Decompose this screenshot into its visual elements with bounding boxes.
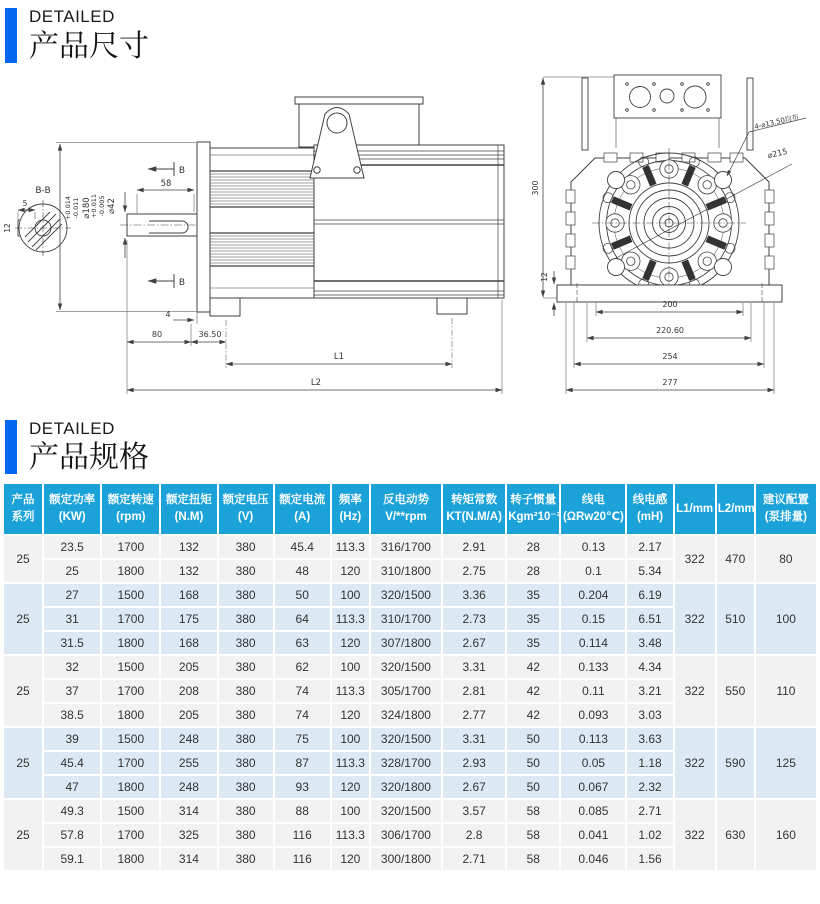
dia42-label: ⌀42 bbox=[107, 197, 117, 214]
spec-cell: 380 bbox=[219, 632, 273, 654]
spec-cell: 100 bbox=[332, 800, 369, 822]
column-header-9: 转矩常数 KT(N.M/A) bbox=[443, 484, 505, 534]
motor-foot-rear bbox=[437, 298, 467, 314]
section-titles bbox=[29, 420, 149, 475]
dim-12-front-label: 12 bbox=[540, 271, 549, 282]
spec-cell: 64 bbox=[275, 608, 330, 630]
spec-cell: 306/1700 bbox=[371, 824, 441, 846]
dim-80-label: 80 bbox=[151, 329, 163, 339]
spec-cell: 2.71 bbox=[627, 800, 672, 822]
spec-cell: 380 bbox=[219, 776, 273, 798]
dia215-label: ⌀215 bbox=[766, 146, 789, 160]
spec-cell: 205 bbox=[161, 656, 216, 678]
section-title-specs: 产品规格 bbox=[29, 441, 149, 475]
motor-shaft bbox=[120, 214, 208, 236]
spec-cell: 113.3 bbox=[332, 536, 369, 558]
spec-cell: 28 bbox=[507, 560, 559, 582]
spec-cell: 3.48 bbox=[627, 632, 672, 654]
spec-cell: 0.133 bbox=[561, 656, 625, 678]
spec-cell: 1500 bbox=[102, 656, 159, 678]
column-header-6: 额定电流 (A) bbox=[275, 484, 330, 534]
spec-cell: 50 bbox=[507, 728, 559, 750]
spec-cell: 58 bbox=[507, 800, 559, 822]
pump-config-cell: 80 bbox=[756, 536, 816, 582]
dim-3650-label: 36.50 bbox=[198, 329, 222, 339]
spec-cell: 0.041 bbox=[561, 824, 625, 846]
spec-cell: 6.19 bbox=[627, 584, 672, 606]
spec-cell: 49.3 bbox=[44, 800, 100, 822]
shaft-section-detail bbox=[15, 200, 71, 256]
spec-cell: 3.63 bbox=[627, 728, 672, 750]
column-header-5: 额定电压 (V) bbox=[219, 484, 273, 534]
column-header-2: 额定功率 (KW) bbox=[44, 484, 100, 534]
section-titles bbox=[29, 8, 149, 63]
spec-cell: 1800 bbox=[102, 848, 159, 870]
spec-cell: 380 bbox=[219, 560, 273, 582]
spec-cell: 4.34 bbox=[627, 656, 672, 678]
spec-cell: 31 bbox=[44, 608, 100, 630]
l1-cell: 322 bbox=[675, 656, 715, 726]
spec-cell: 1.02 bbox=[627, 824, 672, 846]
dim-200-label: 200 bbox=[662, 299, 678, 309]
dim-4-label: 4 bbox=[165, 309, 171, 319]
l2-cell: 630 bbox=[717, 800, 754, 870]
column-header-4: 额定扭矩 (N.M) bbox=[161, 484, 216, 534]
spec-cell: 1700 bbox=[102, 536, 159, 558]
spec-cell: 205 bbox=[161, 704, 216, 726]
column-header-10: 转子惯量 Kgm²10⁻³ bbox=[507, 484, 559, 534]
spec-cell: 35 bbox=[507, 632, 559, 654]
spec-cell: 42 bbox=[507, 704, 559, 726]
spec-cell: 248 bbox=[161, 776, 216, 798]
spec-cell: 23.5 bbox=[44, 536, 100, 558]
spec-cell: 120 bbox=[332, 560, 369, 582]
series-cell: 25 bbox=[4, 536, 42, 582]
spec-cell: 2.91 bbox=[443, 536, 505, 558]
spec-cell: 0.05 bbox=[561, 752, 625, 774]
spec-table-header-row bbox=[4, 484, 816, 534]
spec-cell: 168 bbox=[161, 632, 216, 654]
series-cell: 25 bbox=[4, 728, 42, 798]
spec-cell: 1800 bbox=[102, 776, 159, 798]
spec-cell: 74 bbox=[275, 680, 330, 702]
dim-300-label: 300 bbox=[531, 180, 540, 196]
spec-cell: 1700 bbox=[102, 680, 159, 702]
dim-12-label: 12 bbox=[3, 222, 12, 233]
l2-cell: 590 bbox=[717, 728, 754, 798]
spec-cell: 314 bbox=[161, 848, 216, 870]
spec-cell: 1.56 bbox=[627, 848, 672, 870]
spec-cell: 38.5 bbox=[44, 704, 100, 726]
spec-cell: 1700 bbox=[102, 824, 159, 846]
column-header-3: 额定转速 (rpm) bbox=[102, 484, 159, 534]
spec-cell: 132 bbox=[161, 536, 216, 558]
spec-cell: 113.3 bbox=[332, 824, 369, 846]
spec-cell: 320/1500 bbox=[371, 728, 441, 750]
terminal-box bbox=[582, 75, 753, 150]
column-header-12: 线电感 (mH) bbox=[627, 484, 672, 534]
spec-table-head bbox=[4, 484, 816, 534]
spec-cell: 45.4 bbox=[44, 752, 100, 774]
spec-cell: 50 bbox=[507, 752, 559, 774]
spec-cell: 42 bbox=[507, 656, 559, 678]
spec-cell: 314 bbox=[161, 800, 216, 822]
spec-table bbox=[2, 482, 818, 872]
spec-cell: 74 bbox=[275, 704, 330, 726]
spec-cell: 175 bbox=[161, 608, 216, 630]
spec-cell: 2.81 bbox=[443, 680, 505, 702]
spec-cell: 35 bbox=[507, 608, 559, 630]
spec-cell: 320/1500 bbox=[371, 584, 441, 606]
holes-note-label: 4-⌀13.50均布 bbox=[753, 112, 800, 131]
spec-cell: 120 bbox=[332, 632, 369, 654]
spec-cell: 42 bbox=[507, 680, 559, 702]
section-view-label: B-B bbox=[35, 185, 51, 196]
spec-cell: 1800 bbox=[102, 632, 159, 654]
spec-cell: 380 bbox=[219, 536, 273, 558]
column-header-1: 产品 系列 bbox=[4, 484, 42, 534]
spec-cell: 47 bbox=[44, 776, 100, 798]
dim-277-label: 277 bbox=[662, 377, 678, 387]
spec-cell: 2.93 bbox=[443, 752, 505, 774]
pump-config-cell: 125 bbox=[756, 728, 816, 798]
spec-cell: 58 bbox=[507, 824, 559, 846]
l1-cell: 322 bbox=[675, 728, 715, 798]
spec-cell: 2.77 bbox=[443, 704, 505, 726]
spec-cell: 3.21 bbox=[627, 680, 672, 702]
technical-drawings bbox=[0, 63, 820, 410]
spec-row bbox=[4, 584, 816, 606]
spec-cell: 324/1800 bbox=[371, 704, 441, 726]
spec-cell: 39 bbox=[44, 728, 100, 750]
column-header-11: 线电 (ΩRw20℃) bbox=[561, 484, 625, 534]
spec-cell: 2.32 bbox=[627, 776, 672, 798]
section-title-dimensions: 产品尺寸 bbox=[29, 29, 149, 63]
motor-body bbox=[197, 97, 504, 316]
spec-cell: 120 bbox=[332, 776, 369, 798]
tol180-minus-label: -0.011 bbox=[72, 197, 80, 219]
dim-254-label: 254 bbox=[662, 351, 678, 361]
spec-cell: 50 bbox=[507, 776, 559, 798]
spec-cell: 113.3 bbox=[332, 752, 369, 774]
spec-cell: 3.03 bbox=[627, 704, 672, 726]
spec-cell: 316/1700 bbox=[371, 536, 441, 558]
column-header-7: 频率 (Hz) bbox=[332, 484, 369, 534]
spec-cell: 5.34 bbox=[627, 560, 672, 582]
spec-cell: 132 bbox=[161, 560, 216, 582]
spec-cell: 1800 bbox=[102, 560, 159, 582]
spec-cell: 0.11 bbox=[561, 680, 625, 702]
l2-cell: 510 bbox=[717, 584, 754, 654]
section-header-dimensions bbox=[0, 0, 820, 63]
spec-cell: 380 bbox=[219, 752, 273, 774]
spec-cell: 62 bbox=[275, 656, 330, 678]
spec-cell: 3.57 bbox=[443, 800, 505, 822]
motor-foot-front bbox=[210, 298, 240, 316]
spec-cell: 2.67 bbox=[443, 632, 505, 654]
spec-cell: 1500 bbox=[102, 728, 159, 750]
spec-cell: 120 bbox=[332, 704, 369, 726]
spec-cell: 35 bbox=[507, 584, 559, 606]
spec-cell: 2.8 bbox=[443, 824, 505, 846]
spec-cell: 320/1800 bbox=[371, 776, 441, 798]
dia180-label: ⌀180 bbox=[82, 197, 92, 219]
spec-cell: 380 bbox=[219, 704, 273, 726]
spec-cell: 380 bbox=[219, 680, 273, 702]
spec-cell: 63 bbox=[275, 632, 330, 654]
column-header-13: L1/mm bbox=[675, 484, 715, 534]
spec-cell: 380 bbox=[219, 728, 273, 750]
spec-cell: 0.1 bbox=[561, 560, 625, 582]
spec-row bbox=[4, 656, 816, 678]
spec-cell: 59.1 bbox=[44, 848, 100, 870]
cut-mark-b-bottom: B bbox=[178, 277, 186, 288]
spec-cell: 75 bbox=[275, 728, 330, 750]
spec-cell: 88 bbox=[275, 800, 330, 822]
l2-cell: 550 bbox=[717, 656, 754, 726]
spec-cell: 0.114 bbox=[561, 632, 625, 654]
tol42-plus-label: +0.011 bbox=[90, 193, 98, 218]
accent-bar bbox=[5, 420, 17, 475]
column-header-14: L2/mm bbox=[717, 484, 754, 534]
spec-row bbox=[4, 800, 816, 822]
spec-cell: 328/1700 bbox=[371, 752, 441, 774]
spec-cell: 0.204 bbox=[561, 584, 625, 606]
spec-cell: 0.15 bbox=[561, 608, 625, 630]
spec-cell: 87 bbox=[275, 752, 330, 774]
spec-cell: 2.71 bbox=[443, 848, 505, 870]
spec-cell: 120 bbox=[332, 848, 369, 870]
spec-cell: 208 bbox=[161, 680, 216, 702]
spec-table-body bbox=[4, 536, 816, 870]
spec-cell: 2.17 bbox=[627, 536, 672, 558]
spec-cell: 1800 bbox=[102, 704, 159, 726]
spec-cell: 380 bbox=[219, 848, 273, 870]
spec-cell: 3.31 bbox=[443, 656, 505, 678]
spec-cell: 168 bbox=[161, 584, 216, 606]
spec-cell: 1500 bbox=[102, 584, 159, 606]
spec-cell: 50 bbox=[275, 584, 330, 606]
tol42-minus-label: -0.005 bbox=[98, 195, 106, 217]
spec-cell: 100 bbox=[332, 728, 369, 750]
spec-cell: 116 bbox=[275, 848, 330, 870]
spec-cell: 310/1800 bbox=[371, 560, 441, 582]
spec-cell: 2.67 bbox=[443, 776, 505, 798]
l1-cell: 322 bbox=[675, 536, 715, 582]
motor-side-view-drawing bbox=[3, 65, 529, 410]
spec-cell: 100 bbox=[332, 584, 369, 606]
dim-58-label: 58 bbox=[160, 178, 172, 189]
spec-cell: 2.75 bbox=[443, 560, 505, 582]
spec-cell: 113.3 bbox=[332, 608, 369, 630]
spec-cell: 0.085 bbox=[561, 800, 625, 822]
spec-cell: 307/1800 bbox=[371, 632, 441, 654]
spec-cell: 0.046 bbox=[561, 848, 625, 870]
section-eyebrow: DETAILED bbox=[29, 7, 115, 26]
spec-cell: 113.3 bbox=[332, 680, 369, 702]
spec-cell: 305/1700 bbox=[371, 680, 441, 702]
section-eyebrow: DETAILED bbox=[29, 418, 115, 438]
spec-cell: 93 bbox=[275, 776, 330, 798]
lifting-lug-hole bbox=[327, 113, 347, 133]
spec-cell: 380 bbox=[219, 608, 273, 630]
l1-cell: 322 bbox=[675, 584, 715, 654]
series-cell: 25 bbox=[4, 656, 42, 726]
spec-cell: 27 bbox=[44, 584, 100, 606]
spec-cell: 32 bbox=[44, 656, 100, 678]
spec-cell: 1700 bbox=[102, 608, 159, 630]
spec-cell: 3.36 bbox=[443, 584, 505, 606]
spec-row bbox=[4, 728, 816, 750]
series-cell: 25 bbox=[4, 800, 42, 870]
spec-row bbox=[4, 536, 816, 558]
spec-cell: 2.73 bbox=[443, 608, 505, 630]
spec-cell: 1.18 bbox=[627, 752, 672, 774]
spec-cell: 248 bbox=[161, 728, 216, 750]
spec-cell: 100 bbox=[332, 656, 369, 678]
pump-config-cell: 100 bbox=[756, 584, 816, 654]
spec-cell: 6.51 bbox=[627, 608, 672, 630]
spec-cell: 58 bbox=[507, 848, 559, 870]
dim-22060-label: 220.60 bbox=[656, 325, 684, 335]
spec-cell: 45.4 bbox=[275, 536, 330, 558]
spec-cell: 380 bbox=[219, 656, 273, 678]
spec-cell: 380 bbox=[219, 824, 273, 846]
series-cell: 25 bbox=[4, 584, 42, 654]
spec-cell: 300/1800 bbox=[371, 848, 441, 870]
spec-cell: 25 bbox=[44, 560, 100, 582]
dim-5-label: 5 bbox=[22, 198, 28, 208]
dim-58 bbox=[137, 190, 194, 213]
spec-cell: 310/1700 bbox=[371, 608, 441, 630]
l1-cell: 322 bbox=[675, 800, 715, 870]
column-header-15: 建议配置 (泵排量) bbox=[756, 484, 816, 534]
dim-l2-label: L2 bbox=[310, 377, 322, 388]
l2-cell: 470 bbox=[717, 536, 754, 582]
spec-cell: 0.093 bbox=[561, 704, 625, 726]
tol180-plus-label: +0.014 bbox=[64, 195, 72, 220]
motor-front-view-drawing bbox=[529, 65, 814, 410]
spec-cell: 255 bbox=[161, 752, 216, 774]
spec-cell: 48 bbox=[275, 560, 330, 582]
spec-cell: 380 bbox=[219, 584, 273, 606]
section-header-specs bbox=[0, 410, 820, 475]
spec-cell: 0.13 bbox=[561, 536, 625, 558]
spec-cell: 3.31 bbox=[443, 728, 505, 750]
spec-cell: 31.5 bbox=[44, 632, 100, 654]
spec-cell: 380 bbox=[219, 800, 273, 822]
spec-cell: 37 bbox=[44, 680, 100, 702]
spec-cell: 0.067 bbox=[561, 776, 625, 798]
spec-cell: 320/1500 bbox=[371, 800, 441, 822]
pump-config-cell: 160 bbox=[756, 800, 816, 870]
spec-cell: 116 bbox=[275, 824, 330, 846]
spec-cell: 0.113 bbox=[561, 728, 625, 750]
spec-cell: 28 bbox=[507, 536, 559, 558]
spec-cell: 320/1500 bbox=[371, 656, 441, 678]
spec-cell: 1500 bbox=[102, 800, 159, 822]
spec-cell: 57.8 bbox=[44, 824, 100, 846]
column-header-8: 反电动势 V/**rpm bbox=[371, 484, 441, 534]
accent-bar bbox=[5, 8, 17, 63]
spec-cell: 1700 bbox=[102, 752, 159, 774]
cut-mark-b-top: B bbox=[178, 165, 186, 176]
spec-cell: 325 bbox=[161, 824, 216, 846]
pump-config-cell: 110 bbox=[756, 656, 816, 726]
dim-l1-label: L1 bbox=[333, 351, 345, 362]
